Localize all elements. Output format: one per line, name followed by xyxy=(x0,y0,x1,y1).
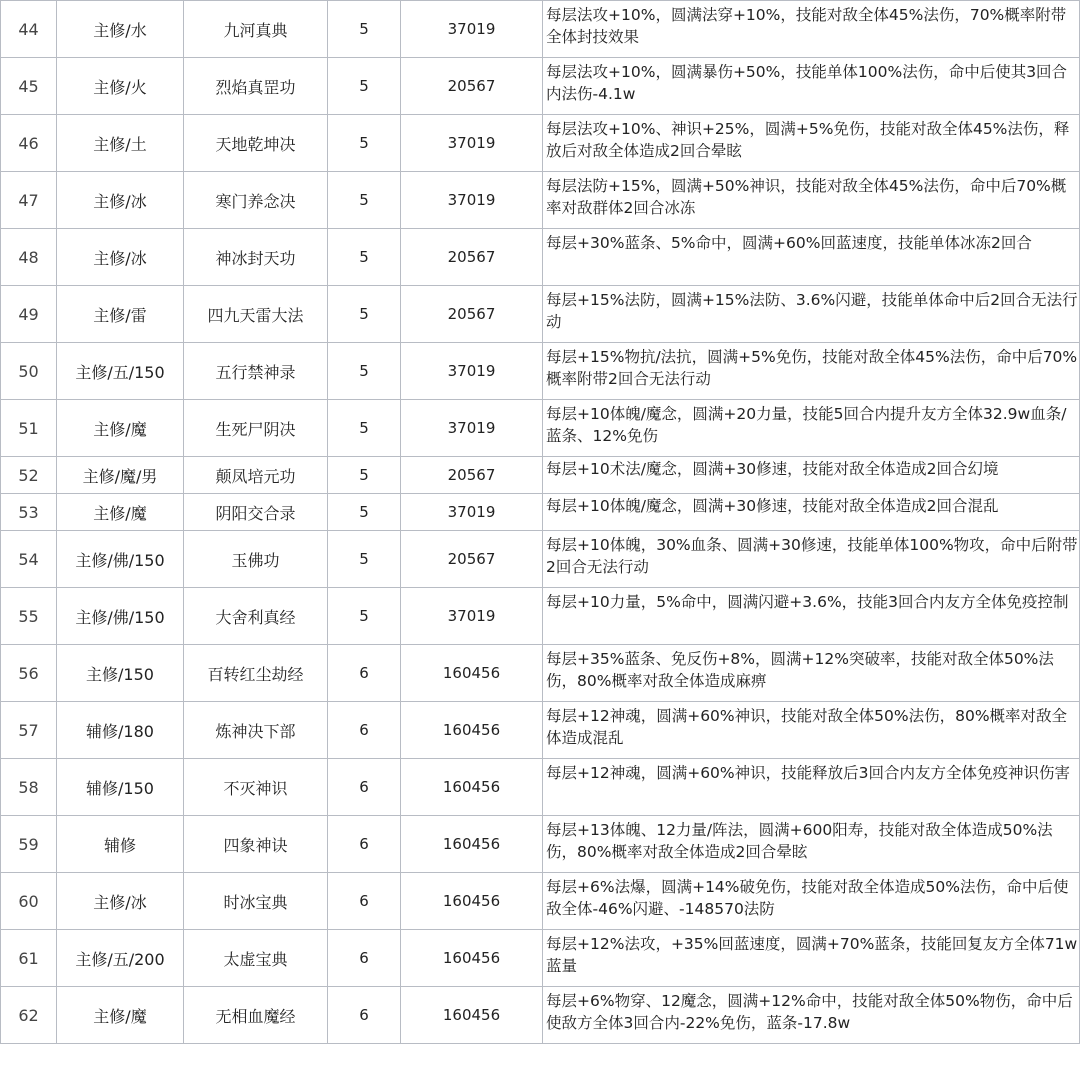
cell-num[interactable]: 47 xyxy=(1,172,57,229)
cell-description[interactable] xyxy=(543,702,1080,759)
cell-num[interactable]: 56 xyxy=(1,645,57,702)
table-row xyxy=(1,229,1080,286)
description-text: 每层+12%法攻，+35%回蓝速度，圆满+70%蓝条，技能回复友方全体71w蓝量 xyxy=(546,935,1078,975)
description-text: 每层+10体魄，30%血条、圆满+30修速，技能单体100%物攻，命中后附带2回合无法行动 xyxy=(546,536,1078,576)
cell-name[interactable]: 九河真典 xyxy=(184,1,328,58)
cell-description[interactable] xyxy=(543,873,1080,930)
cell-num[interactable]: 44 xyxy=(1,1,57,58)
table-row xyxy=(1,400,1080,457)
cell-type[interactable]: 主修/佛/150 xyxy=(57,531,184,588)
cell-type[interactable]: 主修/水 xyxy=(57,1,184,58)
cell-type[interactable]: 主修/魔 xyxy=(57,987,184,1044)
cell-level[interactable]: 5 xyxy=(328,343,401,400)
cell-num[interactable]: 61 xyxy=(1,930,57,987)
cell-name[interactable]: 四九天雷大法 xyxy=(184,286,328,343)
table-row xyxy=(1,930,1080,987)
cell-type[interactable]: 辅修/180 xyxy=(57,702,184,759)
cell-name[interactable]: 炼神决下部 xyxy=(184,702,328,759)
cell-description[interactable] xyxy=(543,457,1080,494)
table-row xyxy=(1,759,1080,816)
cell-level[interactable]: 6 xyxy=(328,930,401,987)
cell-name[interactable]: 神冰封天功 xyxy=(184,229,328,286)
description-text: 每层+10力量，5%命中，圆满闪避+3.6%，技能3回合内友方全体免疫控制 xyxy=(546,593,1069,611)
cell-name[interactable]: 生死尸阴决 xyxy=(184,400,328,457)
cell-cost[interactable]: 37019 xyxy=(401,400,543,457)
cell-name[interactable]: 寒门养念决 xyxy=(184,172,328,229)
description-text: 每层+35%蓝条、免反伤+8%，圆满+12%突破率，技能对敌全体50%法伤，80%概率对敌全体造成麻痹 xyxy=(546,650,1054,690)
cell-name[interactable]: 时冰宝典 xyxy=(184,873,328,930)
cell-type[interactable]: 主修/火 xyxy=(57,58,184,115)
cell-description[interactable] xyxy=(543,229,1080,286)
cell-num[interactable]: 60 xyxy=(1,873,57,930)
cell-level[interactable]: 6 xyxy=(328,816,401,873)
cell-num[interactable]: 54 xyxy=(1,531,57,588)
cell-description[interactable] xyxy=(543,172,1080,229)
cell-cost[interactable]: 160456 xyxy=(401,930,543,987)
cell-description[interactable] xyxy=(543,588,1080,645)
cell-description[interactable] xyxy=(543,987,1080,1044)
cell-num[interactable]: 62 xyxy=(1,987,57,1044)
cell-type[interactable]: 主修/冰 xyxy=(57,229,184,286)
cell-type[interactable]: 主修/五/200 xyxy=(57,930,184,987)
cell-level[interactable]: 6 xyxy=(328,759,401,816)
cell-cost[interactable]: 20567 xyxy=(401,229,543,286)
description-text: 每层+12神魂，圆满+60%神识，技能对敌全体50%法伤，80%概率对敌全体造成混乱 xyxy=(546,707,1068,747)
table-row xyxy=(1,494,1080,531)
table-row xyxy=(1,58,1080,115)
cell-name[interactable]: 大舍利真经 xyxy=(184,588,328,645)
cell-name[interactable]: 太虚宝典 xyxy=(184,930,328,987)
table-row xyxy=(1,873,1080,930)
cell-name[interactable]: 颠凤培元功 xyxy=(184,457,328,494)
cell-type[interactable]: 主修/魔 xyxy=(57,494,184,531)
cell-cost[interactable]: 37019 xyxy=(401,172,543,229)
cell-name[interactable]: 玉佛功 xyxy=(184,531,328,588)
cell-num[interactable]: 49 xyxy=(1,286,57,343)
cell-name[interactable]: 五行禁神录 xyxy=(184,343,328,400)
cell-level[interactable]: 5 xyxy=(328,457,401,494)
description-text: 每层+10术法/魔念，圆满+30修速，技能对敌全体造成2回合幻境 xyxy=(546,460,999,478)
cell-type[interactable]: 主修/五/150 xyxy=(57,343,184,400)
cell-type[interactable]: 主修/150 xyxy=(57,645,184,702)
cell-type[interactable]: 主修/魔 xyxy=(57,400,184,457)
cell-cost[interactable]: 37019 xyxy=(401,494,543,531)
cell-cost[interactable]: 37019 xyxy=(401,115,543,172)
table-row xyxy=(1,702,1080,759)
cell-num[interactable]: 45 xyxy=(1,58,57,115)
cell-cost[interactable]: 160456 xyxy=(401,645,543,702)
cell-cost[interactable]: 160456 xyxy=(401,987,543,1044)
cell-type[interactable]: 主修/冰 xyxy=(57,172,184,229)
table-row xyxy=(1,115,1080,172)
cell-level[interactable]: 6 xyxy=(328,702,401,759)
cell-type[interactable]: 辅修/150 xyxy=(57,759,184,816)
cell-type[interactable]: 主修/魔/男 xyxy=(57,457,184,494)
cell-num[interactable]: 55 xyxy=(1,588,57,645)
cell-cost[interactable]: 160456 xyxy=(401,873,543,930)
table-row xyxy=(1,457,1080,494)
description-text: 每层法攻+10%，圆满暴伤+50%，技能单体100%法伤，命中后使其3回合内法伤-4.1w xyxy=(546,63,1068,103)
description-text: 每层法攻+10%、神识+25%，圆满+5%免伤，技能对敌全体45%法伤，释放后对敌全体造成2回合晕眩 xyxy=(546,120,1070,160)
table-row xyxy=(1,987,1080,1044)
table-row xyxy=(1,286,1080,343)
table-row xyxy=(1,343,1080,400)
cell-description[interactable] xyxy=(543,58,1080,115)
cell-type[interactable]: 辅修 xyxy=(57,816,184,873)
cell-cost[interactable]: 160456 xyxy=(401,702,543,759)
cell-name[interactable]: 百转红尘劫经 xyxy=(184,645,328,702)
cell-name[interactable]: 不灭神识 xyxy=(184,759,328,816)
cell-level[interactable]: 5 xyxy=(328,588,401,645)
cell-name[interactable]: 无相血魔经 xyxy=(184,987,328,1044)
cell-level[interactable]: 6 xyxy=(328,645,401,702)
cell-description[interactable] xyxy=(543,400,1080,457)
cell-description[interactable] xyxy=(543,531,1080,588)
cell-description[interactable] xyxy=(543,645,1080,702)
cell-description[interactable] xyxy=(543,930,1080,987)
table-row xyxy=(1,645,1080,702)
cell-level[interactable]: 5 xyxy=(328,400,401,457)
cell-level[interactable]: 6 xyxy=(328,987,401,1044)
cell-level[interactable]: 5 xyxy=(328,494,401,531)
description-text: 每层+15%法防，圆满+15%法防、3.6%闪避，技能单体命中后2回合无法行动 xyxy=(546,291,1078,331)
cell-name[interactable]: 天地乾坤决 xyxy=(184,115,328,172)
description-text: 每层+15%物抗/法抗，圆满+5%免伤，技能对敌全体45%法伤，命中后70%概率附带2回合无法行动 xyxy=(546,348,1078,388)
cell-num[interactable]: 46 xyxy=(1,115,57,172)
cell-description[interactable] xyxy=(543,816,1080,873)
cell-cost[interactable]: 20567 xyxy=(401,457,543,494)
cell-type[interactable]: 主修/雷 xyxy=(57,286,184,343)
cell-name[interactable]: 烈焰真罡功 xyxy=(184,58,328,115)
cell-description[interactable] xyxy=(543,286,1080,343)
description-text: 每层+6%法爆，圆满+14%破免伤，技能对敌全体造成50%法伤，命中后使敌全体-46%闪避、-148570法防 xyxy=(546,878,1069,918)
cell-name[interactable]: 阴阳交合录 xyxy=(184,494,328,531)
cell-type[interactable]: 主修/土 xyxy=(57,115,184,172)
cell-cost[interactable]: 37019 xyxy=(401,343,543,400)
cell-num[interactable]: 52 xyxy=(1,457,57,494)
cell-description[interactable] xyxy=(543,1,1080,58)
cell-level[interactable]: 5 xyxy=(328,1,401,58)
table-row xyxy=(1,588,1080,645)
cell-num[interactable]: 50 xyxy=(1,343,57,400)
description-text: 每层+10体魄/魔念，圆满+30修速，技能对敌全体造成2回合混乱 xyxy=(546,497,999,515)
cell-cost[interactable]: 20567 xyxy=(401,58,543,115)
table-row xyxy=(1,816,1080,873)
cell-description[interactable] xyxy=(543,115,1080,172)
cell-cost[interactable]: 37019 xyxy=(401,1,543,58)
cell-cost[interactable]: 37019 xyxy=(401,588,543,645)
cell-cost[interactable]: 160456 xyxy=(401,816,543,873)
cell-type[interactable]: 主修/佛/150 xyxy=(57,588,184,645)
cell-num[interactable]: 58 xyxy=(1,759,57,816)
cell-cost[interactable]: 20567 xyxy=(401,286,543,343)
cell-level[interactable]: 5 xyxy=(328,286,401,343)
cell-level[interactable]: 5 xyxy=(328,172,401,229)
description-text: 每层法防+15%，圆满+50%神识，技能对敌全体45%法伤，命中后70%概率对敌群体2回合冰冻 xyxy=(546,177,1067,217)
cell-name[interactable]: 四象神诀 xyxy=(184,816,328,873)
cell-level[interactable]: 5 xyxy=(328,115,401,172)
cell-num[interactable]: 57 xyxy=(1,702,57,759)
description-text: 每层+6%物穿、12魔念，圆满+12%命中，技能对敌全体50%物伤，命中后使敌方全体3回合内-22%免伤，蓝条-17.8w xyxy=(546,992,1073,1032)
cell-description[interactable] xyxy=(543,494,1080,531)
cell-level[interactable]: 5 xyxy=(328,58,401,115)
cell-level[interactable]: 6 xyxy=(328,873,401,930)
table-row xyxy=(1,531,1080,588)
cell-num[interactable]: 51 xyxy=(1,400,57,457)
cell-level[interactable]: 5 xyxy=(328,229,401,286)
description-text: 每层+10体魄/魔念，圆满+20力量，技能5回合内提升友方全体32.9w血条/蓝条、12%免伤 xyxy=(546,405,1067,445)
cell-cost[interactable]: 160456 xyxy=(401,759,543,816)
description-text: 每层+30%蓝条、5%命中，圆满+60%回蓝速度，技能单体冰冻2回合 xyxy=(546,234,1032,252)
table-body xyxy=(1,1,1080,1044)
description-text: 每层法攻+10%，圆满法穿+10%，技能对敌全体45%法伤，70%概率附带全体封技效果 xyxy=(546,6,1067,46)
description-text: 每层+12神魂，圆满+60%神识，技能释放后3回合内友方全体免疫神识伤害 xyxy=(546,764,1071,782)
cell-cost[interactable]: 20567 xyxy=(401,531,543,588)
table-row xyxy=(1,1,1080,58)
cell-description[interactable] xyxy=(543,759,1080,816)
cell-type[interactable]: 主修/冰 xyxy=(57,873,184,930)
table-row xyxy=(1,172,1080,229)
cell-description[interactable] xyxy=(543,343,1080,400)
cell-num[interactable]: 59 xyxy=(1,816,57,873)
cell-num[interactable]: 48 xyxy=(1,229,57,286)
cell-num[interactable]: 53 xyxy=(1,494,57,531)
description-text: 每层+13体魄、12力量/阵法，圆满+600阳寿，技能对敌全体造成50%法伤，80%概率对敌全体造成2回合晕眩 xyxy=(546,821,1053,861)
cell-level[interactable]: 5 xyxy=(328,531,401,588)
